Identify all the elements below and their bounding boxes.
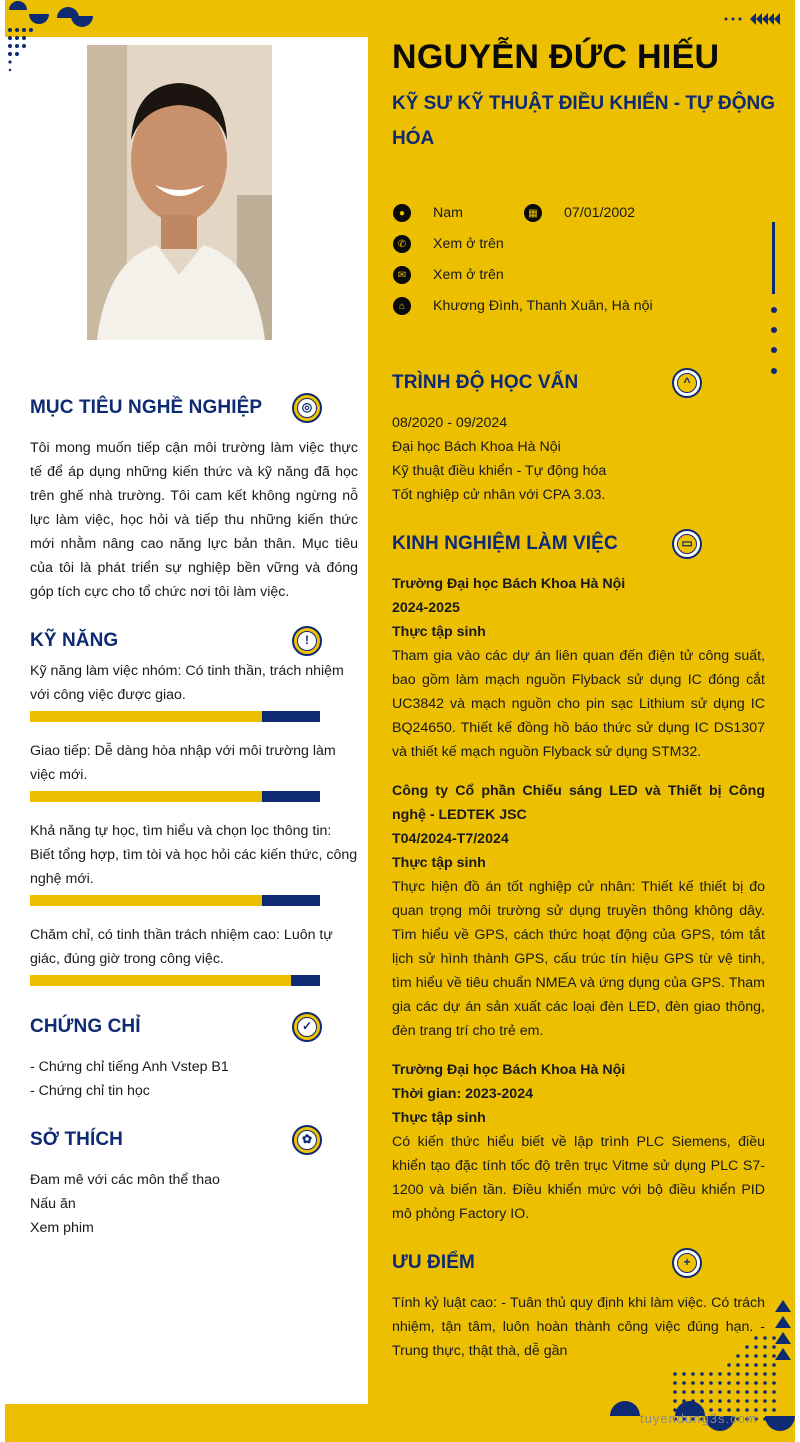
job-company: Trường Đại học Bách Khoa Hà Nội: [392, 1062, 626, 1078]
person-icon: ●: [393, 204, 411, 222]
certificates-title: CHỨNG CHỈ: [30, 1016, 141, 1037]
hobby-item: Đam mê với các môn thể thao: [30, 1172, 220, 1188]
graduation-cap-icon: ^: [672, 368, 702, 398]
phone-row: [393, 235, 504, 253]
decor-dot: [771, 347, 777, 353]
decor-dot: [700, 1399, 704, 1403]
decor-dot: [691, 1381, 695, 1385]
decor-dot: [754, 1372, 758, 1376]
job-time: T04/2024-T7/2024: [392, 831, 509, 847]
decor-top-right: [722, 10, 782, 28]
decor-dot: [700, 1390, 704, 1394]
decor-dot: [709, 1381, 713, 1385]
decor-dot: [727, 1363, 731, 1367]
decor-dot: [718, 1381, 722, 1385]
experience-item: [392, 779, 765, 1043]
strengths-title: ƯU ĐIỂM: [392, 1252, 475, 1273]
decor-dot: [745, 1345, 749, 1349]
decor-dot: [682, 1390, 686, 1394]
gender-row: [393, 204, 463, 222]
decor-dot: [772, 1345, 776, 1349]
job-title: KỸ SƯ KỸ THUẬT ĐIỀU KHIỂN - TỰ ĐỘNG HÓA: [392, 93, 776, 149]
decor-dot: [727, 1381, 731, 1385]
decor-top-left: [5, 0, 100, 75]
hobbies-title: SỞ THÍCH: [30, 1129, 124, 1150]
skill-bar: [30, 895, 320, 906]
objective-title: MỤC TIÊU NGHỀ NGHIỆP: [30, 397, 263, 418]
email-value: Xem ở trên: [433, 267, 504, 283]
job-time: Thời gian: 2023-2024: [392, 1086, 533, 1102]
hobby-item: Xem phim: [30, 1220, 94, 1236]
decor-dot: [691, 1372, 695, 1376]
job-description: Tham gia vào các dự án liên quan đến điện tử công suất, bao gồm làm mạch nguồn Flyback sử dụng IC đóng cắt UC3842 và mạch nguồn cho pin sạc Lithium sử dụng IC BQ24650. Thiết kế đồng hồ báo thức sử dụng IC DS1307 và thiết kế mạch nguồn Flyback sử dụng STM32.: [392, 648, 765, 760]
skill-bar-fill: [30, 711, 262, 722]
decor-dot: [754, 1336, 758, 1340]
decor-dot: [745, 1390, 749, 1394]
education-major: Kỹ thuật điều khiển - Tự động hóa: [392, 463, 607, 479]
decor-dot: [718, 1399, 722, 1403]
job-description: Thực hiện đồ án tốt nghiệp cử nhân: Thiết kế thiết bị đo quan trọng môi trường sử dụng truyền thông không dây. Tìm hiểu về GPS, cách thức hoạt động của GPS, tóm tắt lịch sử hình thành GPS, cấu trúc tín hiệu GPS từ vệ tinh, tìm hiểu về tiêu chuẩn NMEA và ứng dụng của GPS. Tham gia các dự án sản xuất các loại đèn LED, đèn giao thông, đèn trang trí cho trẻ em.: [392, 879, 765, 1039]
decor-dot: [763, 1381, 767, 1385]
decor-dot: [736, 1372, 740, 1376]
skill-bar-fill: [30, 975, 291, 986]
birthday-value: 07/01/2002: [564, 205, 636, 221]
objective-text: Tôi mong muốn tiếp cận môi trường làm việc thực tế để áp dụng những kiến thức và kỹ năng đã học trên ghế nhà trường. Tôi cam kết không ngừng nỗ lực làm việc, học hỏi và tiếp thu những kiến thức mới nhằm nâng cao năng lực bản thân. Mục tiêu của tôi là phát triển sự nghiệp bền vững và đóng góp tích cực cho tổ chức nơi tôi làm việc.: [30, 440, 358, 600]
job-company: Công ty Cổ phần Chiếu sáng LED và Thiết bị Công nghệ - LEDTEK JSC: [392, 783, 765, 823]
decor-dot: [709, 1372, 713, 1376]
decor-dot: [772, 1390, 776, 1394]
profile-photo: [87, 45, 272, 340]
education-title: TRÌNH ĐỘ HỌC VẤN: [392, 372, 579, 393]
decor-dot: [736, 1363, 740, 1367]
calendar-icon: ▦: [524, 204, 542, 222]
decor-dot: [754, 1381, 758, 1385]
decor-dot: [727, 1390, 731, 1394]
experience-title: KINH NGHIỆM LÀM VIỆC: [392, 533, 618, 554]
decor-dot: [772, 1372, 776, 1376]
education-result: Tốt nghiệp cử nhân với CPA 3.03.: [392, 487, 606, 503]
decor-dot: [736, 1354, 740, 1358]
decor-dot: [673, 1372, 677, 1376]
decor-dot: [673, 1381, 677, 1385]
certificate-icon: ✓: [292, 1012, 322, 1042]
decor-dot: [771, 368, 777, 374]
decor-dot: [763, 1408, 767, 1412]
skill-text: Khả năng tự học, tìm hiểu và chọn lọc thông tin: Biết tổng hợp, tìm tòi và học hỏi các kiến thức, công nghệ mới.: [30, 823, 358, 887]
decor-dot: [745, 1399, 749, 1403]
decor-dot: [691, 1390, 695, 1394]
decor-dot: [745, 1354, 749, 1358]
home-icon: ⌂: [393, 297, 411, 315]
plus-icon: +: [672, 1248, 702, 1278]
decor-dot: [771, 327, 777, 333]
decor-dot: [772, 1399, 776, 1403]
decor-dot: [772, 1363, 776, 1367]
decor-dot: [754, 1390, 758, 1394]
decor-dot: [772, 1354, 776, 1358]
decor-dot: [771, 307, 777, 313]
bottom-strip: [5, 1404, 368, 1442]
skill-bar: [30, 975, 320, 986]
decor-dot: [754, 1354, 758, 1358]
decor-dot: [745, 1372, 749, 1376]
strengths-text: Tính kỷ luật cao: - Tuân thủ quy định khi làm việc. Có trách nhiệm, tận tâm, luôn hoàn thành công việc đúng hạn. - Trung thực, thật thà, dễ gần: [392, 1295, 765, 1359]
decor-dot: [772, 1381, 776, 1385]
decor-dot: [673, 1399, 677, 1403]
skill-bar: [30, 791, 320, 802]
skill-text: Giao tiếp: Dễ dàng hòa nhập với môi trường làm việc mới.: [30, 743, 336, 783]
decor-dot: [727, 1372, 731, 1376]
mail-icon: ✉: [393, 266, 411, 284]
decor-dot: [763, 1363, 767, 1367]
decor-dot: [709, 1390, 713, 1394]
experience-item: [392, 572, 765, 764]
decor-dot: [700, 1381, 704, 1385]
decor-dot: [682, 1381, 686, 1385]
experience-item: [392, 1058, 765, 1226]
address-value: Khương Đình, Thanh Xuân, Hà nội: [433, 298, 653, 314]
email-row: [393, 266, 504, 284]
phone-value: Xem ở trên: [433, 236, 504, 252]
decor-dot: [754, 1345, 758, 1349]
decor-dot: [736, 1381, 740, 1385]
decor-dot: [700, 1372, 704, 1376]
address-row: [393, 297, 653, 315]
target-icon: ◎: [292, 393, 322, 423]
job-role: Thực tập sinh: [392, 624, 486, 640]
decor-vertical-line: [772, 222, 775, 294]
lightbulb-icon: !: [292, 626, 322, 656]
certificate-item: - Chứng chỉ tiếng Anh Vstep B1: [30, 1059, 229, 1075]
watermark: tuyendung3s.com: [640, 1411, 758, 1426]
birthday-row: [524, 204, 635, 222]
job-company: Trường Đại học Bách Khoa Hà Nội: [392, 576, 626, 592]
decor-dot: [727, 1399, 731, 1403]
decor-dot: [754, 1399, 758, 1403]
decor-dot: [763, 1336, 767, 1340]
skill-bar-fill: [30, 895, 262, 906]
decor-dot: [763, 1345, 767, 1349]
skill-bar-fill: [30, 791, 262, 802]
briefcase-icon: ▭: [672, 529, 702, 559]
skill-bar: [30, 711, 320, 722]
decor-dot: [745, 1381, 749, 1385]
decor-dot: [763, 1354, 767, 1358]
skills-title: KỸ NĂNG: [30, 630, 119, 651]
education-period: 08/2020 - 09/2024: [392, 415, 508, 431]
decor-dot: [772, 1336, 776, 1340]
skill-text: Chăm chỉ, có tinh thần trách nhiệm cao: Luôn tự giác, đúng giờ trong công việc.: [30, 927, 333, 967]
decor-dot: [763, 1399, 767, 1403]
job-description: Có kiến thức hiểu biết về lập trình PLC Siemens, điều khiển tạo đặc tính tốc độ trên trục Vitme sử dụng PLC S7-1200 và biến tần. Điều khiển mức với bộ điều khiển PID mô phỏng Factory IO.: [392, 1134, 765, 1222]
puzzle-icon: ✿: [292, 1125, 322, 1155]
certificate-item: - Chứng chỉ tin học: [30, 1083, 150, 1099]
job-role: Thực tập sinh: [392, 1110, 486, 1126]
decor-dot: [709, 1399, 713, 1403]
job-time: 2024-2025: [392, 600, 460, 616]
hobby-item: Nấu ăn: [30, 1196, 76, 1212]
gender-value: Nam: [433, 205, 463, 221]
decor-dot: [736, 1390, 740, 1394]
phone-icon: ✆: [393, 235, 411, 253]
job-role: Thực tập sinh: [392, 855, 486, 871]
education-school: Đại học Bách Khoa Hà Nội: [392, 439, 561, 455]
decor-dot: [736, 1399, 740, 1403]
decor-dot: [718, 1390, 722, 1394]
decor-dot: [772, 1408, 776, 1412]
decor-dot: [763, 1390, 767, 1394]
decor-dot: [754, 1363, 758, 1367]
decor-dot: [763, 1372, 767, 1376]
avatar: [87, 45, 272, 340]
decor-dot: [682, 1372, 686, 1376]
decor-dot: [718, 1372, 722, 1376]
decor-dot: [673, 1390, 677, 1394]
candidate-name: NGUYỄN ĐỨC HIẾU: [392, 38, 720, 76]
decor-dot: [745, 1363, 749, 1367]
skill-text: Kỹ năng làm việc nhóm: Có tinh thần, trách nhiệm với công việc được giao.: [30, 663, 344, 703]
